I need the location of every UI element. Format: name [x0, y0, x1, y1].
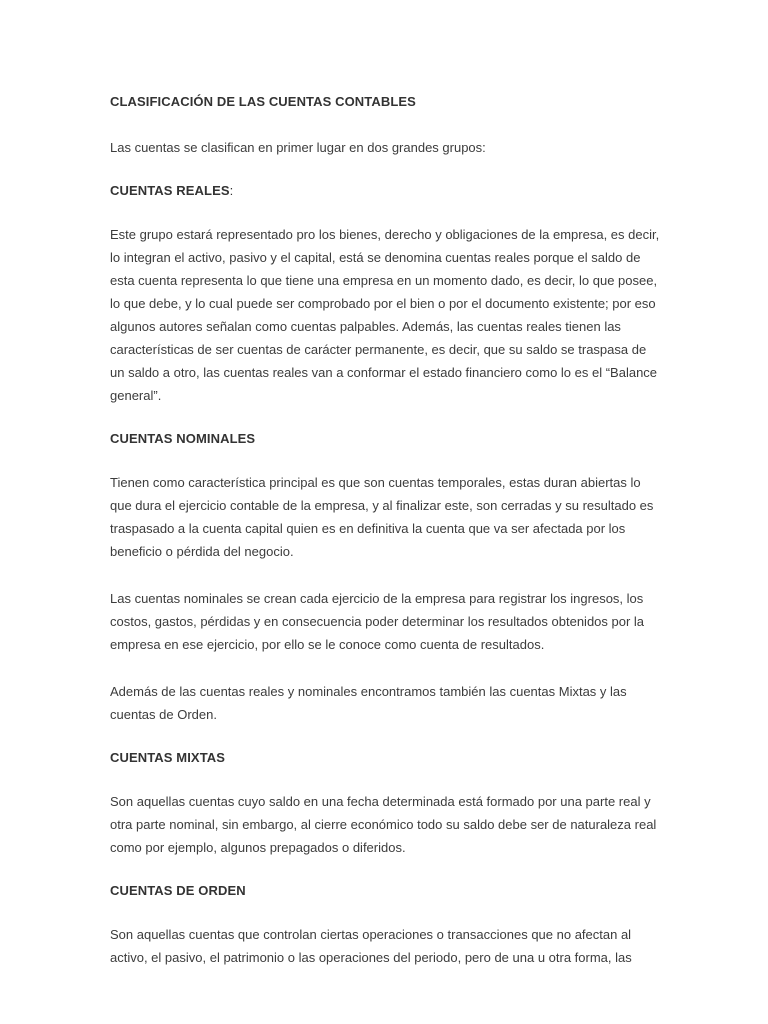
heading-cuentas-reales: [110, 181, 660, 201]
reales-paragraph: Este grupo estará representado pro los bienes, derecho y obligaciones de la empresa, es decir, lo integran el activo, pasivo y el capital, está se denomina cuentas reales porque el saldo de esta cuenta representa lo que tiene una empresa en un momento dado, es decir, lo que posee, lo que debe, y lo cual puede ser comprobado por el bien o por el documento existente; por eso algunos autores señalan como cuentas palpables. Además, las cuentas reales tienen las características de ser cuentas de carácter permanente, es decir, que su saldo se traspasa de un saldo a otro, las cuentas reales van a conformar el estado financiero como lo es el “Balance general”.: [110, 227, 660, 403]
heading-cuentas-de-orden: CUENTAS DE ORDEN: [110, 883, 246, 898]
mixtas-paragraph: Son aquellas cuentas cuyo saldo en una fecha determinada está formado por una parte real y otra parte nominal, sin embargo, al cierre económico todo su saldo debe ser de naturaleza real como por ejemplo, algunos prepagados o diferidos.: [110, 794, 657, 855]
heading-cuentas-mixtas: CUENTAS MIXTAS: [110, 750, 226, 765]
document-page: [110, 92, 660, 991]
nominales-paragraph-3: Además de las cuentas reales y nominales encontramos también las cuentas Mixtas y las cuentas de Orden.: [110, 684, 627, 722]
heading-cuentas-nominales: CUENTAS NOMINALES: [110, 431, 256, 446]
nominales-paragraph-1: Tienen como característica principal es que son cuentas temporales, estas duran abiertas lo que dura el ejercicio contable de la empresa, y al finalizar este, son cerradas y su resultado es traspasado a la cuenta capital quien es en definitiva la cuenta que va ser afectada por los beneficio o pérdida del negocio.: [110, 475, 654, 559]
heading-cuentas-reales-text: CUENTAS REALES: [110, 183, 230, 198]
nominales-paragraph-2: Las cuentas nominales se crean cada ejercicio de la empresa para registrar los ingresos, los costos, gastos, pérdidas y en consecuencia poder determinar los resultados obtenidos por la empresa en ese ejercicio, por ello se le conoce como cuenta de resultados.: [110, 591, 645, 652]
intro-paragraph: Las cuentas se clasifican en primer lugar en dos grandes grupos:: [110, 140, 486, 155]
document-title: CLASIFICACIÓN DE LAS CUENTAS CONTABLES: [110, 94, 416, 109]
orden-paragraph: Son aquellas cuentas que controlan ciertas operaciones o transacciones que no afectan al activo, el pasivo, el patrimonio o las operaciones del periodo, pero de una u otra forma, las: [110, 927, 632, 965]
heading-cuentas-reales-colon: :: [229, 183, 234, 198]
